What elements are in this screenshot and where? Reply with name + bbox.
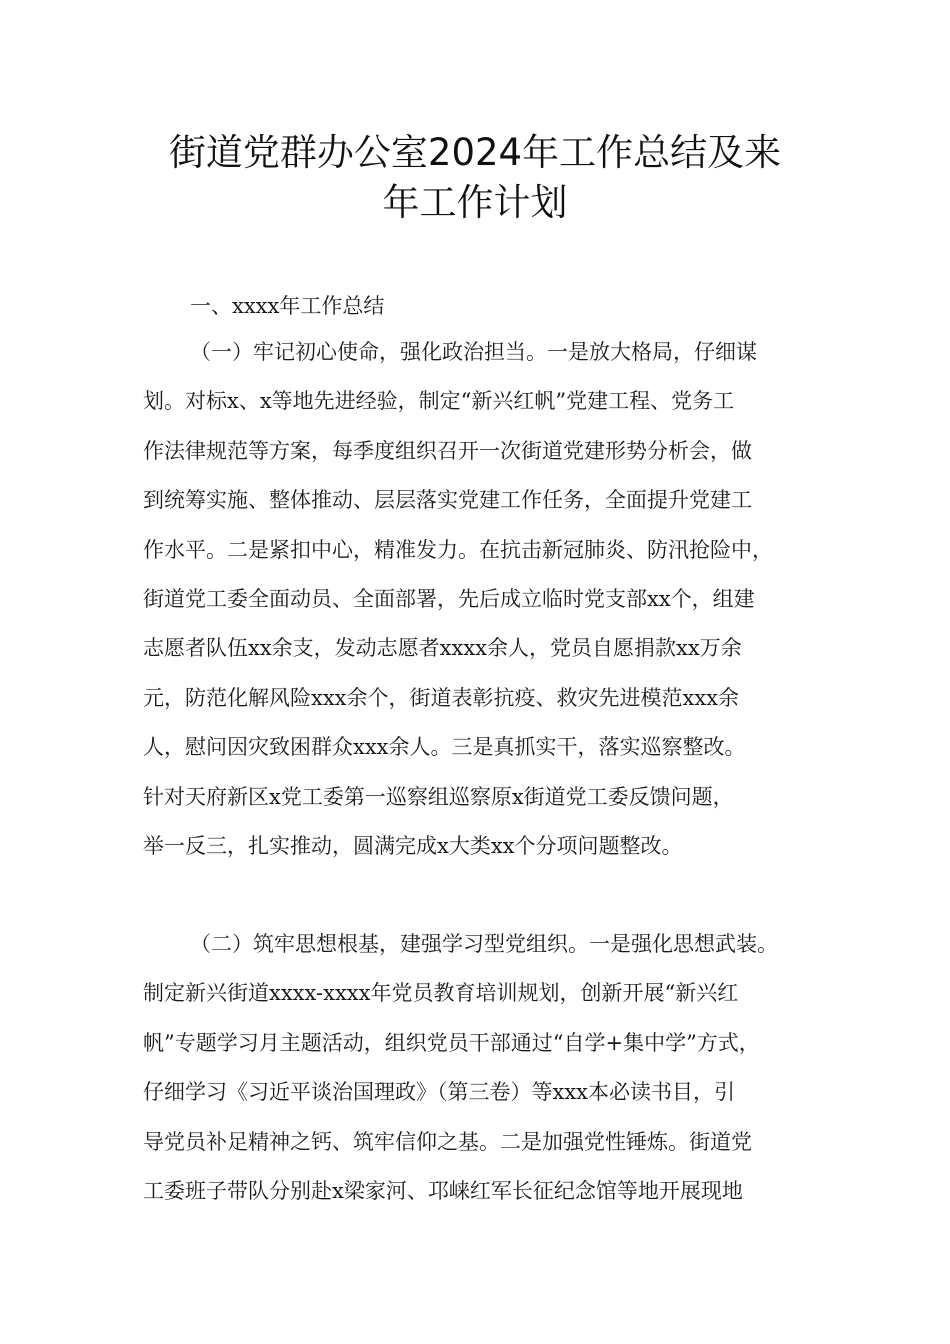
paragraph-line: （一）牢记初心使命，强化政治担当。一是放大格局，仔细谋 bbox=[190, 340, 757, 364]
paragraph-line: 作法律规范等方案，每季度组织召开一次街道党建形势分析会，做 bbox=[143, 438, 752, 463]
paragraph-1 bbox=[143, 328, 833, 871]
paragraph-line: （二）筑牢思想根基，建强学习型党组织。一是强化思想武装。 bbox=[190, 932, 778, 956]
section-heading: 一、xxxx年工作总结 bbox=[190, 294, 385, 318]
paragraph-line: 帆”专题学习月主题活动，组织党员干部通过“自学+集中学”方式， bbox=[143, 1030, 760, 1055]
paragraph-line: 针对天府新区x党工委第一巡察组巡察原x街道党工委反馈问题， bbox=[143, 784, 734, 809]
paragraph-line: 制定新兴街道xxxx-xxxx年党员教育培训规划，创新开展“新兴红 bbox=[143, 981, 739, 1006]
paragraph-line: 街道党工委全面动员、全面部署，先后成立临时党支部xx个，组建 bbox=[143, 586, 755, 611]
paragraph-line: 志愿者队伍xx余支，发动志愿者xxxx余人，党员自愿捐款xx万余 bbox=[143, 636, 742, 661]
paragraph-line: 人，慰问因灾致困群众xxx余人。三是真抓实干，落实巡察整改。 bbox=[143, 735, 746, 760]
document-title-line-2: 年工作计划 bbox=[382, 181, 568, 224]
document-title-line-1: 街道党群办公室2024年工作总结及来 bbox=[168, 131, 782, 174]
paragraph-2 bbox=[143, 920, 833, 1216]
paragraph-line: 划。对标x、x等地先进经验，制定“新兴红帆”党建工程、党务工 bbox=[143, 389, 735, 414]
paragraph-line: 仔细学习《习近平谈治国理政》（第三卷）等xxx本必读书目，引 bbox=[143, 1080, 736, 1105]
paragraph-line: 元，防范化解风险xxx余个，街道表彰抗疫、救灾先进模范xxx余 bbox=[143, 685, 740, 710]
paragraph-line: 举一反三，扎实推动，圆满完成x大类xx个分项问题整改。 bbox=[143, 833, 683, 858]
paragraph-line: 到统筹实施、整体推动、层层落实党建工作任务，全面提升党建工 bbox=[143, 488, 752, 513]
paragraph-line: 工委班子带队分别赴x梁家河、邛崃红军长征纪念馆等地开展现地 bbox=[143, 1178, 743, 1203]
paragraph-line: 作水平。二是紧扣中心，精准发力。在抗击新冠肺炎、防汛抢险中， bbox=[143, 537, 773, 562]
paragraph-line: 导党员补足精神之钙、筑牢信仰之基。二是加强党性锤炼。街道党 bbox=[143, 1129, 752, 1154]
